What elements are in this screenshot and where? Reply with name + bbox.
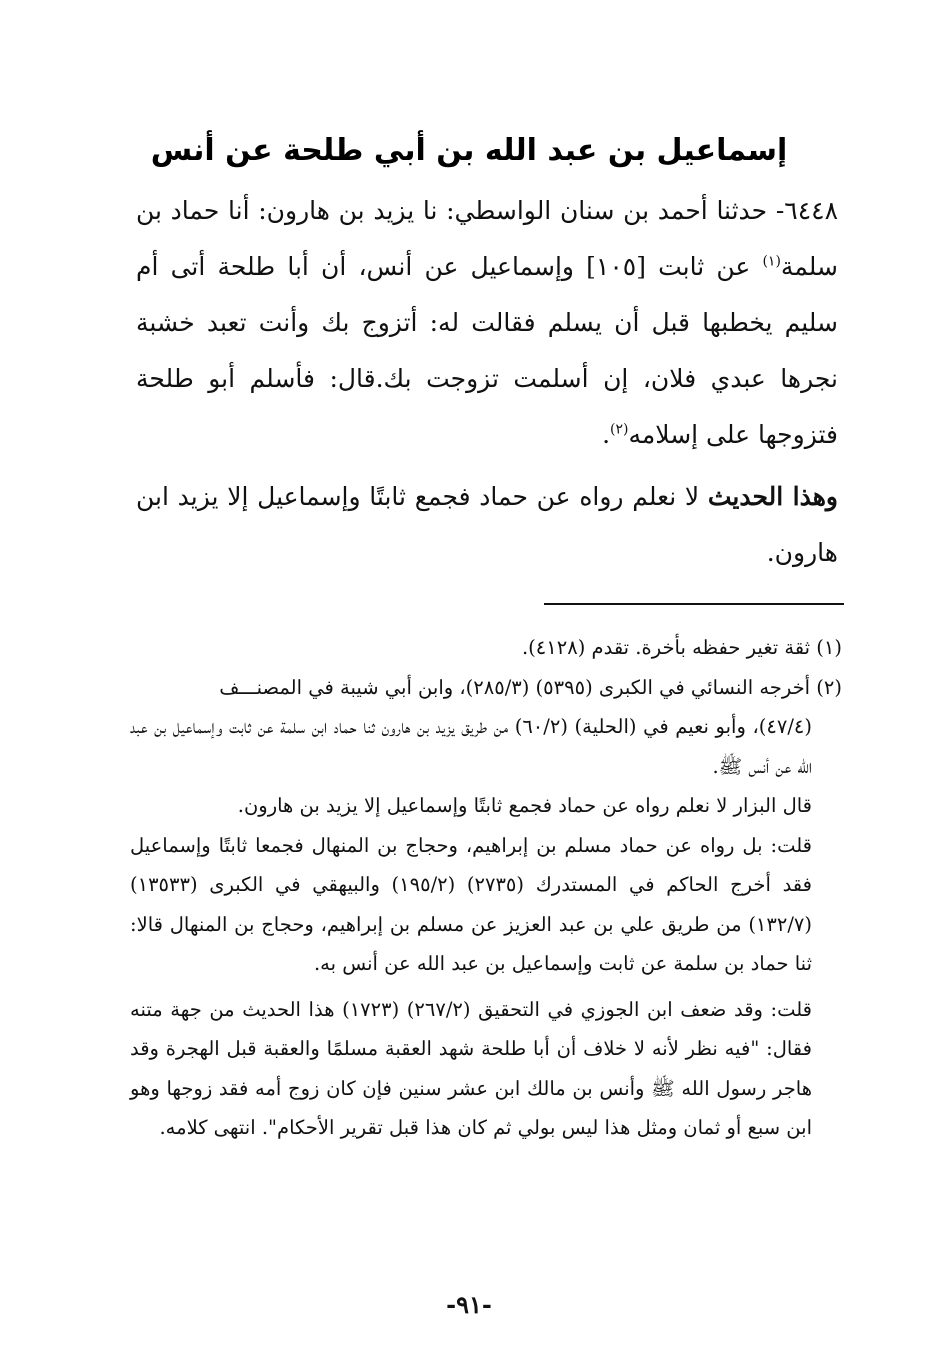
footnote-2-line-1: (٢) أخرجه النسائي في الكبرى (٥٣٩٥) (٢٨٥/٣)، وابن أبي شيبة في المصنـــف — [219, 675, 842, 699]
hadith-text-b: عن ثابت [١٠٥] وإسماعيل عن أنس، أن أبا طلحة أتى أم سليم يخطبها قبل أن يسلم فقالت له: أتزوج بك وأنت تعبد خشبة نجرها عبدي فلان، إن أسلمت تزوجت بك.قال: فأسلم أبو طلحة فتزوجها على إسلامه — [136, 252, 838, 449]
footnote-2-paragraph-2: قال البزار لا نعلم رواه عن حماد فجمع ثابتًا وإسماعيل إلا يزيد بن هارون. — [237, 794, 812, 817]
hadith-body — [136, 183, 838, 581]
comment-text: لا نعلم رواه عن حماد فجمع ثابتًا وإسماعيل إلا يزيد ابن هارون. — [136, 482, 838, 567]
footnote-2-paragraph-3: قلت: بل رواه عن حماد مسلم بن إبراهيم، وحجاج بن المنهال فجمعا ثابتًا وإسماعيل فقد أخرج الحاكم في المستدرك (٢٧٣٥) (١٩٥/٢) والبيهقي في الكبرى (١٣٥٣٣) (١٣٢/٧) من طريق علي بن عبد العزيز عن مسلم بن إبراهيم، وحجاج بن المنهال قالا: ثنا حماد بن سلمة عن ثابت وإسماعيل بن عبد الله عن أنس به. — [130, 833, 812, 975]
hadith-text-c: . — [602, 420, 611, 449]
footnote-2-paragraph-4: قلت: وقد ضعف ابن الجوزي في التحقيق (٢٦٧/٢) (١٧٢٣) هذا الحديث من جهة متنه فقال: "فيه نظر لأنه لا خلاف أن أبا طلحة شهد العقبة مسلمًا والعقبة قبل الهجرة وقد هاجر رسول الله ﷺ وأنس بن مالك ابن عشر سنين فإن كان زوج أمه فقد زوجها وهو ابن سبع أو ثمان ومثل هذا ليس بولي ثم كان هذا قبل تقرير الأحكام". انتهى كلامه. — [130, 997, 813, 1139]
footnotes-section — [130, 628, 842, 1148]
hadith-paragraph — [136, 183, 838, 463]
footnote-separator — [544, 603, 844, 605]
hadith-number: ٦٤٤٨ — [784, 196, 838, 225]
footnote-marker-2[interactable]: (٢) — [610, 421, 629, 438]
footnote-1: (١) ثقة تغير حفظه بأخرة. تقدم (٤١٢٨). — [521, 636, 842, 659]
footnote-2-line-2: (٤٧/٤)، وأبو نعيم في (الحلية) (٦٠/٢) من طريق يزيد بن هارون ثنا حماد ابن سلمة عن ثابت وإسماعيل بن عبد الله عن أنس ﷺ. — [130, 715, 812, 778]
comment-paragraph — [136, 469, 838, 581]
comment-lead: وهذا الحديث — [707, 482, 839, 511]
page-number: -٩١- — [446, 1290, 492, 1319]
hadith-text-a: - حدثنا أحمد بن سنان الواسطي: نا يزيد بن هارون: أنا حماد بن سلمة — [136, 196, 839, 281]
footnote-marker-1[interactable]: (١) — [762, 253, 781, 270]
section-heading: إسماعيل بن عبد الله بن أبي طلحة عن أنس — [150, 133, 788, 168]
